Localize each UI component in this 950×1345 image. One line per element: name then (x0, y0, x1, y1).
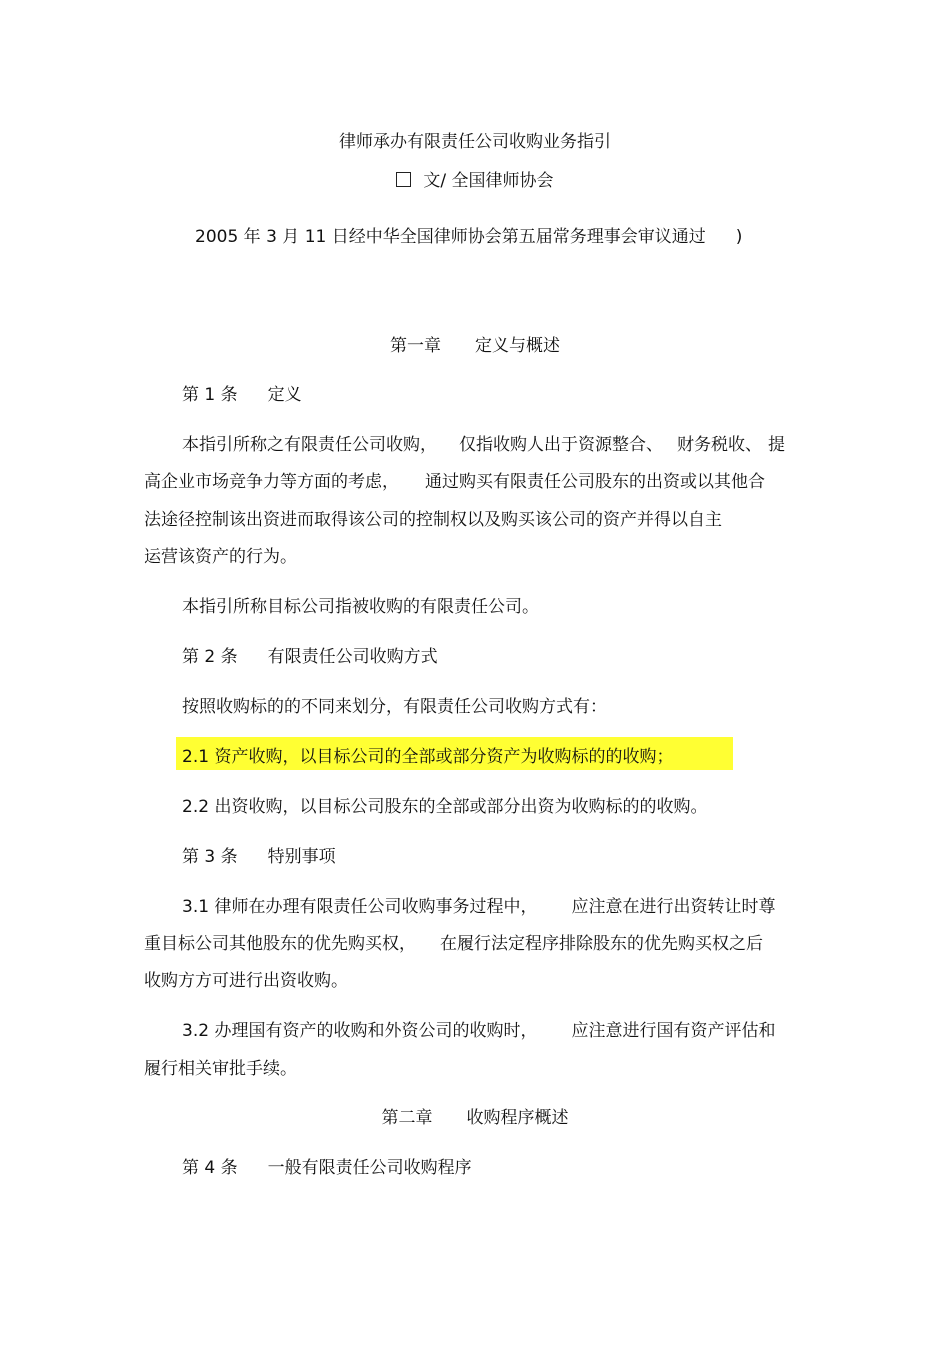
chapter-1-number: 第一章 (390, 336, 441, 356)
article-3-number: 第 3 条 (182, 847, 238, 867)
adoption-text: 2005 年 3 月 11 日经中华全国律师协会第五届常务理事会审议通过 (195, 227, 706, 247)
article-3-item-1-line-1 (182, 896, 775, 918)
article-1-number: 第 1 条 (182, 385, 238, 405)
article-2-item-1: 2.1 资产收购，以目标公司的全部或部分资产为收购标的的收购； (182, 747, 674, 767)
article-2-heading (182, 646, 438, 668)
text-segment: 应注意进行国有资产评估和 (571, 1021, 776, 1041)
article-1-name: 定义 (267, 385, 302, 405)
article-2-intro: 按照收购标的的不同来划分，有限责任公司收购方式有： (182, 697, 607, 717)
adoption-note (195, 226, 742, 248)
chapter-1-heading (0, 335, 950, 357)
text-segment: 应注意在进行出资转让时尊 (571, 897, 776, 917)
chapter-2-heading (0, 1107, 950, 1129)
article-3-name: 特别事项 (267, 847, 336, 867)
byline (0, 170, 950, 192)
article-4-heading (182, 1157, 472, 1179)
article-1-para-1-line-3: 法途径控制该出资进而取得该公司的控制权以及购买该公司的资产并得以自主 (144, 510, 722, 530)
article-3-item-2-line-2: 履行相关审批手续。 (144, 1059, 297, 1079)
article-1-para-2: 本指引所称目标公司指被收购的有限责任公司。 (182, 597, 539, 617)
text-segment: 3.1 律师在办理有限责任公司收购事务过程中， (182, 897, 538, 917)
article-1-para-1-line-2 (144, 471, 765, 493)
text-segment: 重目标公司其他股东的优先购买权， (144, 934, 416, 954)
text-segment: 通过购买有限责任公司股东的出资或以其他合 (425, 472, 765, 492)
chapter-2-name: 收购程序概述 (466, 1108, 569, 1128)
chapter-2-number: 第二章 (381, 1108, 433, 1128)
article-1-para-1-line-4: 运营该资产的行为。 (144, 547, 297, 567)
article-4-name: 一般有限责任公司收购程序 (267, 1158, 472, 1178)
byline-text: 文/ 全国律师协会 (423, 171, 554, 191)
article-1-para-1-line-1 (182, 434, 785, 456)
text-segment: 3.2 办理国有资产的收购和外资公司的收购时， (182, 1021, 538, 1041)
adoption-close-paren: ) (735, 227, 743, 247)
text-segment: 提 (768, 435, 785, 455)
text-segment: 在履行法定程序排除股东的优先购买权之后 (440, 934, 763, 954)
text-segment: 财务税收、 (677, 435, 762, 455)
article-4-number: 第 4 条 (182, 1158, 238, 1178)
document-title: 律师承办有限责任公司收购业务指引 (339, 132, 611, 152)
article-1-heading (182, 384, 302, 406)
article-3-item-1-line-2 (144, 933, 763, 955)
text-segment: 仅指收购人出于资源整合、 (459, 435, 663, 455)
article-3-item-1-line-3: 收购方方可进行出资收购。 (144, 971, 348, 991)
checkbox-square-icon (396, 172, 411, 187)
article-3-item-2-line-1 (182, 1020, 775, 1042)
chapter-1-name: 定义与概述 (475, 336, 560, 356)
article-2-number: 第 2 条 (182, 647, 238, 667)
article-3-heading (182, 846, 336, 868)
article-2-item-2: 2.2 出资收购，以目标公司股东的全部或部分出资为收购标的的收购。 (182, 797, 708, 817)
text-segment: 高企业市场竞争力等方面的考虑， (144, 472, 399, 492)
article-2-name: 有限责任公司收购方式 (267, 647, 438, 667)
text-segment: 本指引所称之有限责任公司收购， (182, 435, 437, 455)
